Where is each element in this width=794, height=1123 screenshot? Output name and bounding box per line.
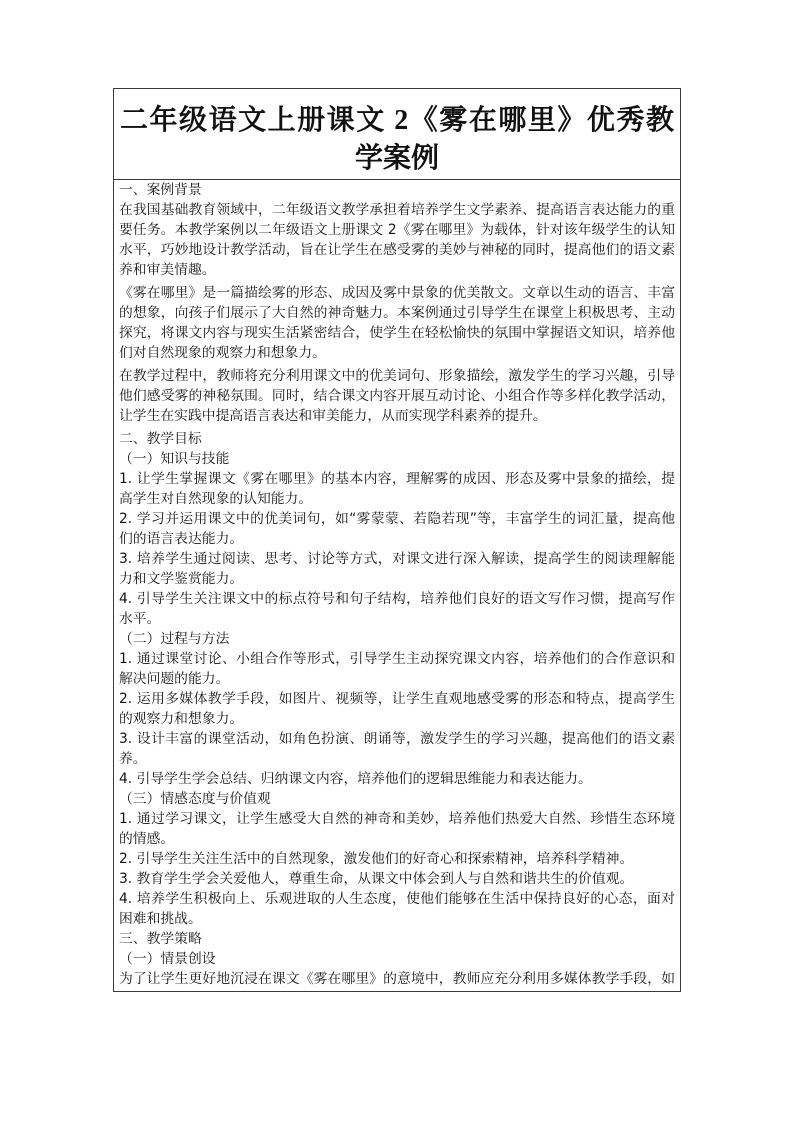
list-item — [119, 509, 675, 549]
text-line: 1. 通过课堂讨论、小组合作等形式，引导学生主动探究课文内容，培养他们的合作意识和 — [119, 651, 675, 667]
list-item — [119, 729, 675, 769]
subsection-heading: （一）知识与技能 — [119, 451, 230, 467]
text-line: 在教学过程中，教师将充分利用课文中的优美词句、形象描绘，激发学生的学习兴趣，引导 — [119, 368, 675, 384]
text-line: 《雾在哪里》是一篇描绘雾的形态、成因及雾中景象的优美散文。文章以生动的语言、丰富 — [119, 285, 675, 301]
text-line: 2. 学习并运用课文中的优美词句，如“雾蒙蒙、若隐若现”等，丰富学生的词汇量，提高他 — [119, 511, 675, 527]
subsection-heading: （一）情景创设 — [119, 951, 216, 967]
list-item — [119, 889, 675, 929]
text-line: 们对自然现象的观察力和想象力。 — [119, 345, 326, 361]
text-line: 1. 让学生掌握课文《雾在哪里》的基本内容，理解雾的成因、形态及雾中景象的描绘，提 — [119, 471, 675, 487]
subsection — [119, 629, 675, 789]
subsection — [119, 449, 675, 629]
section-heading: 一、案例背景 — [119, 182, 202, 198]
paragraph — [119, 969, 675, 989]
text-line: 的情感。 — [119, 831, 175, 847]
paragraph — [119, 366, 675, 426]
text-line: 养和审美情趣。 — [119, 262, 216, 278]
document-table — [113, 88, 681, 992]
list-item — [119, 809, 675, 849]
list-item — [119, 689, 675, 729]
list-item — [119, 469, 675, 509]
text-line: 2. 运用多媒体教学手段，如图片、视频等，让学生直观地感受雾的形态和特点，提高学生 — [119, 691, 675, 707]
text-line: 让学生在实践中提高语言表达和审美能力，从而实现学科素养的提升。 — [119, 408, 547, 424]
section-heading: 二、教学目标 — [119, 431, 202, 447]
text-line: 困难和挑战。 — [119, 911, 202, 927]
subsection — [119, 949, 675, 989]
text-line: 解决问题的能力。 — [119, 671, 230, 687]
text-line: 3. 教育学生学会关爱他人，尊重生命，从课文中体会到人与自然和谐共生的价值观。 — [119, 871, 634, 887]
text-line: 们的语言表达能力。 — [119, 531, 244, 547]
list-item — [119, 769, 675, 789]
document-title — [114, 89, 680, 180]
subsection — [119, 789, 675, 929]
section-heading: 三、教学策略 — [119, 931, 202, 947]
section — [119, 429, 675, 929]
paragraph — [119, 283, 675, 363]
text-line: 1. 通过学习课文，让学生感受大自然的神奇和美妙，培养他们热爱大自然、珍惜生态环境 — [119, 811, 675, 827]
text-line: 4. 引导学生关注课文中的标点符号和句子结构，培养他们良好的语文写作习惯，提高写作 — [119, 591, 675, 607]
subsection-heading: （二）过程与方法 — [119, 631, 230, 647]
section — [119, 929, 675, 989]
list-item — [119, 649, 675, 689]
text-line: 3. 设计丰富的课堂活动，如角色扮演、朗诵等，激发学生的学习兴趣，提高他们的语文素 — [119, 731, 675, 747]
text-line: 水平，巧妙地设计教学活动，旨在让学生在感受雾的美妙与神秘的同时，提高他们的语文素 — [119, 242, 675, 258]
text-line: 探究，将课文内容与现实生活紧密结合，使学生在轻松愉快的氛围中掌握语文知识，培养他 — [119, 325, 675, 341]
text-line: 的想象，向孩子们展示了大自然的神奇魅力。本案例通过引导学生在课堂上积极思考、主动 — [119, 305, 675, 321]
text-line: 在我国基础教育领域中，二年级语文教学承担着培养学生文学素养、提高语言表达能力的重 — [119, 202, 675, 218]
text-line: 4. 引导学生学会总结、归纳课文内容，培养他们的逻辑思维能力和表达能力。 — [119, 771, 592, 787]
list-item — [119, 549, 675, 589]
text-line: 2. 引导学生关注生活中的自然现象，激发他们的好奇心和探索精神，培养科学精神。 — [119, 851, 634, 867]
list-item — [119, 869, 675, 889]
title-line: 学案例 — [354, 143, 439, 174]
paragraph — [119, 200, 675, 280]
text-line: 他们感受雾的神秘氛围。同时，结合课文内容开展互动讨论、小组合作等多样化教学活动， — [119, 388, 675, 404]
subsection-heading: （三）情感态度与价值观 — [119, 791, 271, 807]
section — [119, 180, 675, 426]
text-line: 为了让学生更好地沉浸在课文《雾在哪里》的意境中，教师应充分利用多媒体教学手段，如 — [119, 971, 675, 987]
text-line: 力和文学鉴赏能力。 — [119, 571, 244, 587]
list-item — [119, 589, 675, 629]
list-item — [119, 849, 675, 869]
text-line: 4. 培养学生积极向上、乐观进取的人生态度，使他们能够在生活中保持良好的心态，面对 — [119, 891, 675, 907]
document-body — [114, 180, 680, 991]
text-line: 的观察力和想象力。 — [119, 711, 244, 727]
text-line: 高学生对自然现象的认知能力。 — [119, 491, 313, 507]
text-line: 养。 — [119, 751, 147, 767]
text-line: 水平。 — [119, 611, 161, 627]
title-line: 二年级语文上册课文 2《雾在哪里》优秀教 — [120, 105, 674, 136]
text-line: 3. 培养学生通过阅读、思考、讨论等方式，对课文进行深入解读，提高学生的阅读理解能 — [119, 551, 675, 567]
text-line: 要任务。本教学案例以二年级语文上册课文 2《雾在哪里》为载体，针对该年级学生的认知 — [119, 222, 675, 238]
